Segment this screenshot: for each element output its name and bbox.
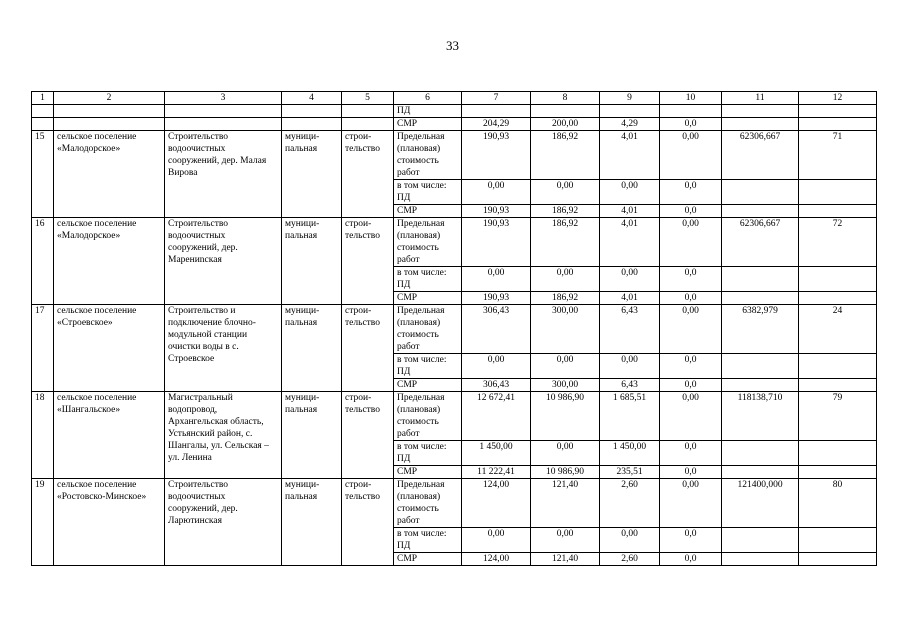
cost-col10: 0,00 xyxy=(660,218,722,267)
continuation-smr-c9: 4,29 xyxy=(600,118,660,131)
pd-col9: 1 450,00 xyxy=(600,441,660,466)
smr-col8: 186,92 xyxy=(531,292,600,305)
cost-col9: 4,01 xyxy=(600,218,660,267)
pd-col8: 0,00 xyxy=(531,180,600,205)
work-type: строи-тельство xyxy=(342,218,394,305)
cost-col10: 0,00 xyxy=(660,392,722,441)
smr-col7: 124,00 xyxy=(462,553,531,566)
column-header-1: 1 xyxy=(32,92,54,105)
smr-label: СМР xyxy=(394,466,462,479)
work-type: строи-тельство xyxy=(342,305,394,392)
pd-label: в том числе: ПД xyxy=(394,354,462,379)
empty-col11 xyxy=(722,354,799,379)
cost-col10: 0,00 xyxy=(660,131,722,180)
value-col12: 24 xyxy=(799,305,877,354)
pd-col9: 0,00 xyxy=(600,354,660,379)
value-col12: 72 xyxy=(799,218,877,267)
cost-label: Предельная (плановая) стоимость работ xyxy=(394,218,462,267)
pd-col10: 0,0 xyxy=(660,354,722,379)
empty-col12 xyxy=(799,292,877,305)
continuation-smr-label: СМР xyxy=(394,118,462,131)
ownership-type: муници-пальная xyxy=(282,218,342,305)
cost-col7: 306,43 xyxy=(462,305,531,354)
table-row xyxy=(32,131,877,180)
empty-col12 xyxy=(799,528,877,553)
smr-label: СМР xyxy=(394,292,462,305)
smr-col10: 0,0 xyxy=(660,466,722,479)
column-header-7: 7 xyxy=(462,92,531,105)
pd-col9: 0,00 xyxy=(600,180,660,205)
cost-col9: 6,43 xyxy=(600,305,660,354)
smr-col10: 0,0 xyxy=(660,379,722,392)
value-col12: 80 xyxy=(799,479,877,528)
smr-col10: 0,0 xyxy=(660,553,722,566)
smr-label: СМР xyxy=(394,205,462,218)
empty-col11 xyxy=(722,466,799,479)
pd-col8: 0,00 xyxy=(531,267,600,292)
continuation-smr-c10: 0,0 xyxy=(660,118,722,131)
smr-col9: 235,51 xyxy=(600,466,660,479)
value-col11: 62306,667 xyxy=(722,218,799,267)
column-header-12: 12 xyxy=(799,92,877,105)
settlement-name: сельское поселение «Ростовско-Минское» xyxy=(54,479,165,566)
smr-label: СМР xyxy=(394,553,462,566)
pd-col7: 0,00 xyxy=(462,528,531,553)
empty-col12 xyxy=(799,553,877,566)
row-number: 17 xyxy=(32,305,54,392)
ownership-type: муници-пальная xyxy=(282,305,342,392)
table-row xyxy=(32,218,877,267)
cost-col10: 0,00 xyxy=(660,305,722,354)
empty-col11 xyxy=(722,205,799,218)
smr-col9: 6,43 xyxy=(600,379,660,392)
pd-col7: 0,00 xyxy=(462,354,531,379)
smr-col10: 0,0 xyxy=(660,292,722,305)
row-number: 15 xyxy=(32,131,54,218)
cost-col7: 190,93 xyxy=(462,218,531,267)
table-row xyxy=(32,392,877,441)
empty-col12 xyxy=(799,267,877,292)
value-col11: 121400,000 xyxy=(722,479,799,528)
column-header-6: 6 xyxy=(394,92,462,105)
continuation-smr-c8: 200,00 xyxy=(531,118,600,131)
settlement-name: сельское поселение «Шангальское» xyxy=(54,392,165,479)
empty-col11 xyxy=(722,528,799,553)
value-col11: 118138,710 xyxy=(722,392,799,441)
row-number: 19 xyxy=(32,479,54,566)
row-number: 18 xyxy=(32,392,54,479)
pd-col7: 1 450,00 xyxy=(462,441,531,466)
object-name: Строительство водоочистных сооружений, дер. Ларютинская xyxy=(165,479,282,566)
value-col12: 71 xyxy=(799,131,877,180)
column-header-2: 2 xyxy=(54,92,165,105)
empty-col12 xyxy=(799,180,877,205)
pd-col10: 0,0 xyxy=(660,528,722,553)
cost-col7: 190,93 xyxy=(462,131,531,180)
column-header-4: 4 xyxy=(282,92,342,105)
column-header-9: 9 xyxy=(600,92,660,105)
empty-col11 xyxy=(722,267,799,292)
cost-col7: 12 672,41 xyxy=(462,392,531,441)
pd-label: в том числе: ПД xyxy=(394,180,462,205)
investment-table xyxy=(31,91,877,566)
pd-label: в том числе: ПД xyxy=(394,441,462,466)
smr-col8: 300,00 xyxy=(531,379,600,392)
pd-label: в том числе: ПД xyxy=(394,267,462,292)
object-name: Магистральный водопровод, Архангельская область, Устьянский район, с. Шангалы, ул. Сельская – ул. Ленина xyxy=(165,392,282,479)
cost-col8: 186,92 xyxy=(531,131,600,180)
empty-col11 xyxy=(722,553,799,566)
cost-label: Предельная (плановая) стоимость работ xyxy=(394,392,462,441)
smr-col9: 4,01 xyxy=(600,292,660,305)
continuation-pd-row xyxy=(32,105,877,118)
empty-col12 xyxy=(799,379,877,392)
smr-col7: 190,93 xyxy=(462,292,531,305)
object-name: Строительство водоочистных сооружений, дер. Малая Вирова xyxy=(165,131,282,218)
empty-col12 xyxy=(799,441,877,466)
pd-col8: 0,00 xyxy=(531,441,600,466)
object-name: Строительство и подключение блочно-модульной станции очистки воды в с. Строевское xyxy=(165,305,282,392)
page-number: 33 xyxy=(446,38,459,53)
cost-col9: 4,01 xyxy=(600,131,660,180)
smr-col8: 121,40 xyxy=(531,553,600,566)
ownership-type: муници-пальная xyxy=(282,479,342,566)
work-type: строи-тельство xyxy=(342,392,394,479)
ownership-type: муници-пальная xyxy=(282,131,342,218)
row-number: 16 xyxy=(32,218,54,305)
pd-col7: 0,00 xyxy=(462,267,531,292)
table-row xyxy=(32,479,877,528)
cost-col8: 121,40 xyxy=(531,479,600,528)
empty-col11 xyxy=(722,441,799,466)
continuation-pd-label: ПД xyxy=(394,105,462,118)
header-row xyxy=(32,92,877,105)
smr-label: СМР xyxy=(394,379,462,392)
empty-col11 xyxy=(722,180,799,205)
settlement-name: сельское поселение «Строевское» xyxy=(54,305,165,392)
smr-col8: 186,92 xyxy=(531,205,600,218)
pd-col10: 0,0 xyxy=(660,267,722,292)
column-header-11: 11 xyxy=(722,92,799,105)
pd-col7: 0,00 xyxy=(462,180,531,205)
value-col11: 62306,667 xyxy=(722,131,799,180)
value-col11: 6382,979 xyxy=(722,305,799,354)
work-type: строи-тельство xyxy=(342,131,394,218)
smr-col8: 10 986,90 xyxy=(531,466,600,479)
continuation-smr-row xyxy=(32,118,877,131)
pd-col8: 0,00 xyxy=(531,354,600,379)
cost-col8: 10 986,90 xyxy=(531,392,600,441)
table-row xyxy=(32,305,877,354)
cost-col8: 300,00 xyxy=(531,305,600,354)
empty-col12 xyxy=(799,205,877,218)
smr-col9: 2,60 xyxy=(600,553,660,566)
column-header-5: 5 xyxy=(342,92,394,105)
smr-col7: 306,43 xyxy=(462,379,531,392)
smr-col7: 11 222,41 xyxy=(462,466,531,479)
pd-label: в том числе: ПД xyxy=(394,528,462,553)
cost-label: Предельная (плановая) стоимость работ xyxy=(394,131,462,180)
object-name: Строительство водоочистных сооружений, дер. Марениnская xyxy=(165,218,282,305)
smr-col7: 190,93 xyxy=(462,205,531,218)
value-col12: 79 xyxy=(799,392,877,441)
work-type: строи-тельство xyxy=(342,479,394,566)
pd-col9: 0,00 xyxy=(600,267,660,292)
empty-col12 xyxy=(799,466,877,479)
pd-col8: 0,00 xyxy=(531,528,600,553)
settlement-name: сельское поселение «Малодорское» xyxy=(54,218,165,305)
column-header-3: 3 xyxy=(165,92,282,105)
settlement-name: сельское поселение «Малодорское» xyxy=(54,131,165,218)
cost-col8: 186,92 xyxy=(531,218,600,267)
pd-col10: 0,0 xyxy=(660,180,722,205)
column-header-10: 10 xyxy=(660,92,722,105)
pd-col9: 0,00 xyxy=(600,528,660,553)
continuation-smr-c7: 204,29 xyxy=(462,118,531,131)
empty-col11 xyxy=(722,379,799,392)
empty-col12 xyxy=(799,354,877,379)
smr-col9: 4,01 xyxy=(600,205,660,218)
smr-col10: 0,0 xyxy=(660,205,722,218)
cost-col7: 124,00 xyxy=(462,479,531,528)
ownership-type: муници-пальная xyxy=(282,392,342,479)
pd-col10: 0,0 xyxy=(660,441,722,466)
column-header-8: 8 xyxy=(531,92,600,105)
cost-col9: 2,60 xyxy=(600,479,660,528)
empty-col11 xyxy=(722,292,799,305)
cost-label: Предельная (плановая) стоимость работ xyxy=(394,305,462,354)
cost-label: Предельная (плановая) стоимость работ xyxy=(394,479,462,528)
cost-col9: 1 685,51 xyxy=(600,392,660,441)
cost-col10: 0,00 xyxy=(660,479,722,528)
